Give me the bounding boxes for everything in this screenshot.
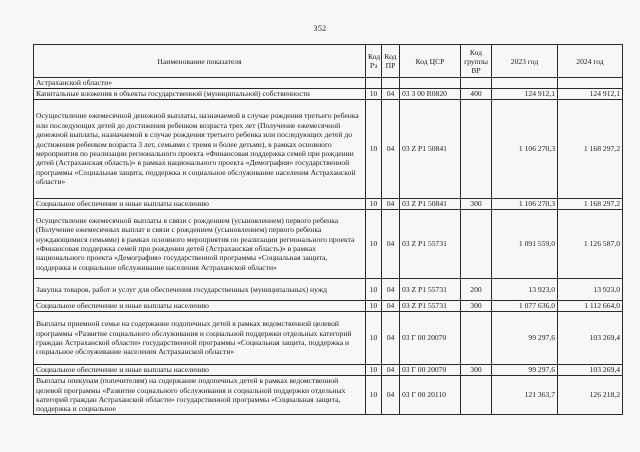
row-pr: 04: [382, 210, 400, 279]
row-2023: 13 923,0: [492, 279, 558, 301]
row-name: Капитальные вложения в объекты государственной (муниципальной) собственности: [34, 89, 366, 100]
row-2023: 99 297,6: [492, 365, 558, 376]
row-2023: [492, 78, 558, 89]
row-rz: 10: [366, 279, 382, 301]
row-pr: 04: [382, 365, 400, 376]
row-csr: 03 Z P1 50841: [400, 100, 461, 199]
row-vr: 300: [461, 365, 492, 376]
row-pr: 04: [382, 100, 400, 199]
table-row: [34, 312, 623, 365]
row-vr: [461, 100, 492, 199]
row-2024: 1 126 587,0: [558, 210, 623, 279]
row-rz: [366, 78, 382, 89]
table-row: [34, 199, 623, 210]
header-pr: Код ПР: [382, 45, 400, 78]
row-csr: [400, 78, 461, 89]
row-pr: 04: [382, 199, 400, 210]
header-2024: 2024 год: [558, 45, 623, 78]
header-2023: 2023 год: [492, 45, 558, 78]
row-2024: 126 218,2: [558, 376, 623, 415]
header-csr: Код ЦСР: [400, 45, 461, 78]
row-2024: [558, 78, 623, 89]
row-csr: 03 Z P1 55731: [400, 301, 461, 312]
row-vr: [461, 210, 492, 279]
row-name: Выплаты опекунам (попечителям) на содержание подопечных детей в рамках ведомственной целевой программы «Развитие социального обслуживания и социальной поддержки отдельных категорий граждан Астраханской области» государственной программы «Социальная защита, поддержка и социальное: [34, 376, 366, 415]
row-rz: 10: [366, 312, 382, 365]
row-csr: 03 Г 00 20070: [400, 312, 461, 365]
table-row: [34, 78, 623, 89]
row-pr: 04: [382, 376, 400, 415]
row-name: Осуществление ежемесячной выплаты в связи с рождением (усыновлением) первого ребенка (Получение ежемесячных выплат в связи с рождением (усыновлением) первого ребенка нуждающимися семьями) в рамках основного мероприятия по реализации регионального проекта «Финансовая поддержка семей при рождении детей (Астраханская область)» в рамках национального проекта «Демография» государственной программы «Социальная защита, поддержка и социальное обслуживание населения Астраханской области»: [34, 210, 366, 279]
row-name: Астраханской области»: [34, 78, 366, 89]
table-row: [34, 210, 623, 279]
row-2024: 103 269,4: [558, 312, 623, 365]
row-2024: 103 269,4: [558, 365, 623, 376]
row-name: Социальное обеспечение и иные выплаты населению: [34, 301, 366, 312]
row-vr: [461, 78, 492, 89]
row-name: Социальное обеспечение и иные выплаты населению: [34, 365, 366, 376]
row-2023: 1 106 270,3: [492, 100, 558, 199]
row-pr: 04: [382, 279, 400, 301]
row-csr: 03 Г 00 20110: [400, 376, 461, 415]
row-2023: 1 091 559,0: [492, 210, 558, 279]
header-vr: Код группы ВР: [461, 45, 492, 78]
row-vr: 300: [461, 199, 492, 210]
row-pr: 04: [382, 301, 400, 312]
row-pr: 04: [382, 312, 400, 365]
row-vr: 300: [461, 301, 492, 312]
row-name: Социальное обеспечение и иные выплаты населению: [34, 199, 366, 210]
row-vr: [461, 376, 492, 415]
row-vr: 200: [461, 279, 492, 301]
row-csr: 03 Z P1 55731: [400, 210, 461, 279]
row-name: Закупка товаров, работ и услуг для обеспечения государственных (муниципальных) нужд: [34, 279, 366, 301]
row-2024: 13 923,0: [558, 279, 623, 301]
row-name: Выплаты приемной семье на содержание подопечных детей в рамках ведомственной целевой программы «Развитие социального обслуживания и социальной поддержки отдельных категорий граждан Астраханской области» государственной программы «Социальная защита, поддержка и социальное обслуживание населения Астраханской области»: [34, 312, 366, 365]
row-rz: 10: [366, 89, 382, 100]
row-rz: 10: [366, 199, 382, 210]
table-row: [34, 365, 623, 376]
row-vr: 400: [461, 89, 492, 100]
row-vr: [461, 312, 492, 365]
table-row: [34, 89, 623, 100]
row-pr: 04: [382, 89, 400, 100]
table-row: [34, 279, 623, 301]
row-2023: 1 077 636,0: [492, 301, 558, 312]
row-2024: 124 912,1: [558, 89, 623, 100]
page-number: 352: [313, 24, 327, 33]
row-pr: [382, 78, 400, 89]
row-name: Осуществление ежемесячной денежной выплаты, назначаемой в случае рождения третьего ребенка или последующих детей до достижения ребенком возраста трех лет (Получение ежемесячной денежной выплаты, назначаемой в случае рождения третьего ребенка или последующих детей до достижения ребенком возраста 3 лет, семьями с тремя и более детьми), в рамках основного мероприятия по реализации регионального проекта «Финансовая поддержка семей при рождении детей (Астраханская область)» в рамках национального проекта «Демография» государственной программы «Социальная защита, поддержка и социальное обслуживание населения Астраханской области»: [34, 100, 366, 199]
row-rz: 10: [366, 376, 382, 415]
row-csr: 03 Г 00 20070: [400, 365, 461, 376]
row-csr: 03 Z P1 50841: [400, 199, 461, 210]
budget-table: [33, 44, 623, 415]
row-rz: 10: [366, 100, 382, 199]
row-csr: 03 3 00 R0820: [400, 89, 461, 100]
header-name: Наименование показателя: [34, 45, 366, 78]
table-row: [34, 100, 623, 199]
row-2024: 1 112 664,0: [558, 301, 623, 312]
row-2023: 1 106 270,3: [492, 199, 558, 210]
table-row: [34, 301, 623, 312]
header-rz: Код Рз: [366, 45, 382, 78]
row-rz: 10: [366, 365, 382, 376]
row-csr: 03 Z P1 55731: [400, 279, 461, 301]
row-2024: 1 168 297,2: [558, 100, 623, 199]
row-2024: 1 168 297,2: [558, 199, 623, 210]
row-2023: 124 912,1: [492, 89, 558, 100]
table-row: [34, 376, 623, 415]
row-2023: 121 363,7: [492, 376, 558, 415]
row-rz: 10: [366, 210, 382, 279]
row-2023: 99 297,6: [492, 312, 558, 365]
row-rz: 10: [366, 301, 382, 312]
table-header-row: [34, 45, 623, 78]
